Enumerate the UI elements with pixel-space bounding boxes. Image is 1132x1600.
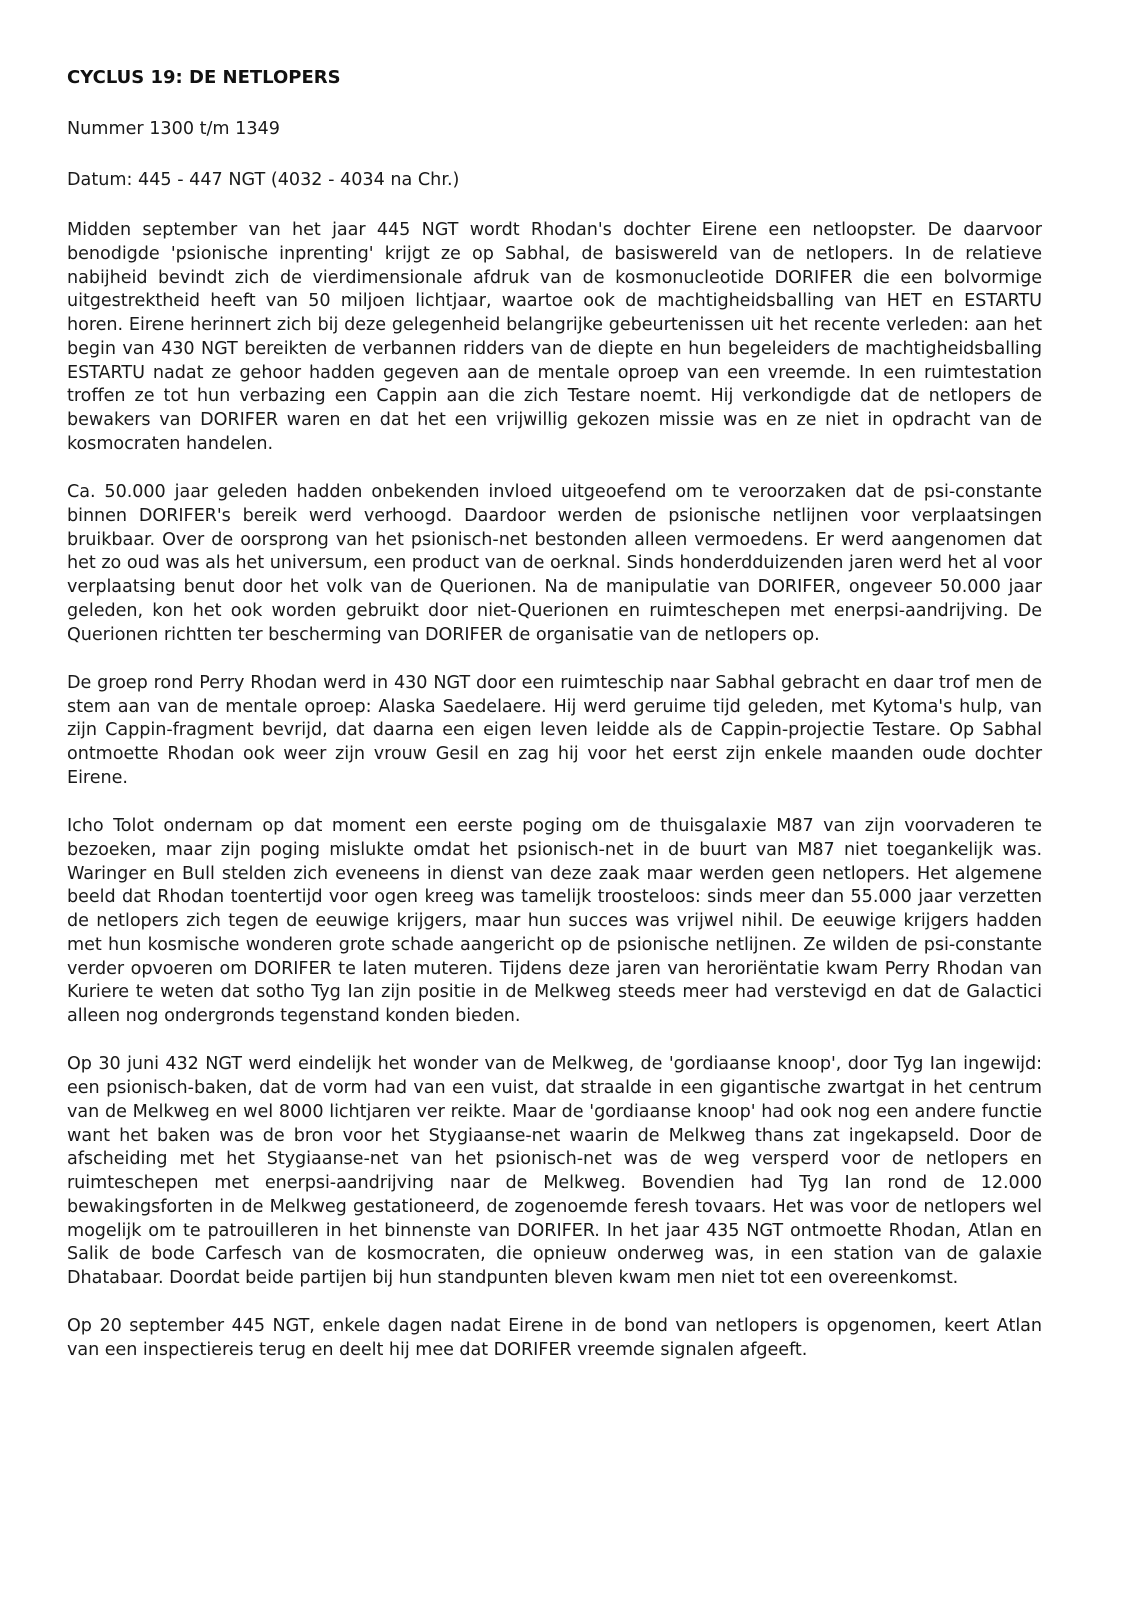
paragraph: Op 30 juni 432 NGT werd eindelijk het wonder van de Melkweg, de 'gordiaanse knoop', door Tyg Ian ingewijd: een psionisch-baken, dat de vorm had van een vuist, dat straalde in een gigantische zwartgat in het centrum van de Melkweg en wel 8000 lichtjaren ver reikte. Maar de 'gordiaanse knoop' had ook nog een andere functie want het baken was de bron voor het Stygiaanse-net waarin de Melkweg thans zat ingekapseld. Door de afscheiding met het Stygiaanse-net van het psionisch-net was de weg versperd voor de netlopers en ruimteschepen met enerpsi-aandrijving naar de Melkweg. Bovendien had Tyg Ian rond de 12.000 bewakingsforten in de Melkweg gestationeerd, de zogenoemde feresh tovaars. Het was voor de netlopers wel mogelijk om te patrouilleren in het binnenste van DORIFER. In het jaar 435 NGT ontmoette Rhodan, Atlan en Salik de bode Carfesch van de kosmocraten, die opnieuw onderweg was, in een station van de galaxie Dhatabaar. Doordat beide partijen bij hun standpunten bleven kwam men niet tot een overeenkomst. <box>67 1054 1042 1288</box>
date-range: Datum: 445 - 447 NGT (4032 - 4034 na Chr.) <box>67 170 460 190</box>
paragraph: Ca. 50.000 jaar geleden hadden onbekenden invloed uitgeoefend om te veroorzaken dat de psi-constante binnen DORIFER's bereik werd verhoogd. Daardoor werden de psionische netlijnen voor verplaatsingen bruikbaar. Over de oorsprong van het psionisch-net bestonden alleen vermoedens. Er werd aangenomen dat het zo oud was als het universum, een product van de oerknal. Sinds honderdduizenden jaren werd het al voor verplaatsing benut door het volk van de Querionen. Na de manipulatie van DORIFER, ongeveer 50.000 jaar geleden, kon het ook worden gebruikt door niet-Querionen en ruimteschepen met enerpsi-aandrijving. De Querionen richtten ter bescherming van DORIFER de organisatie van de netlopers op. <box>67 482 1042 645</box>
document-page <box>67 66 1042 1387</box>
document-title: CYCLUS 19: DE NETLOPERS <box>67 67 341 88</box>
paragraph: Op 20 september 445 NGT, enkele dagen nadat Eirene in de bond van netlopers is opgenomen, keert Atlan van een inspectiereis terug en deelt hij mee dat DORIFER vreemde signalen afgeeft. <box>67 1316 1042 1360</box>
paragraph: De groep rond Perry Rhodan werd in 430 NGT door een ruimteschip naar Sabhal gebracht en daar trof men de stem aan van de mentale oproep: Alaska Saedelaere. Hij werd geruime tijd geleden, met Kytoma's hulp, van zijn Cappin-fragment bevrijd, dat daarna een eigen leven leidde als de Cappin-projectie Testare. Op Sabhal ontmoette Rhodan ook weer zijn vrouw Gesil en zag hij voor het eerst zijn enkele maanden oude dochter Eirene. <box>67 672 1042 788</box>
paragraph: Icho Tolot ondernam op dat moment een eerste poging om de thuisgalaxie M87 van zijn voorvaderen te bezoeken, maar zijn poging mislukte omdat het psionisch-net in de buurt van M87 niet toegankelijk was. Waringer en Bull stelden zich eveneens in dienst van deze zaak maar werden geen netlopers. Het algemene beeld dat Rhodan toentertijd voor ogen kreeg was tamelijk troosteloos: sinds meer dan 55.000 jaar verzetten de netlopers zich tegen de eeuwige krijgers, maar hun succes was vrijwel nihil. De eeuwige krijgers hadden met hun kosmische wonderen grote schade aangericht op de psionische netlijnen. Ze wilden de psi-constante verder opvoeren om DORIFER te laten muteren. Tijdens deze jaren van heroriëntatie kwam Perry Rhodan van Kuriere te weten dat sotho Tyg Ian zijn positie in de Melkweg steeds meer had verstevigd en dat de Galactici alleen nog ondergronds tegenstand konden bieden. <box>67 816 1042 1026</box>
issue-number-range: Nummer 1300 t/m 1349 <box>67 119 280 139</box>
paragraph: Midden september van het jaar 445 NGT wordt Rhodan's dochter Eirene een netloopster. De daarvoor benodigde 'psionische inprenting' krijgt ze op Sabhal, de basiswereld van de netlopers. In de relatieve nabijheid bevindt zich de vierdimensionale afdruk van de kosmonucleotide DORIFER die een bolvormige uitgestrektheid heeft van 50 miljoen lichtjaar, waartoe ook de machtigheidsballing van HET en ESTARTU horen. Eirene herinnert zich bij deze gelegenheid belangrijke gebeurtenissen uit het recente verleden: aan het begin van 430 NGT bereikten de verbannen ridders van de diepte en hun begeleiders de machtigheidsballing ESTARTU nadat ze gehoor hadden gegeven aan de mentale oproep van een vreemde. In een ruimtestation troffen ze tot hun verbazing een Cappin aan die zich Testare noemt. Hij verkondigde dat de netlopers de bewakers van DORIFER waren en dat het een vrijwillig gekozen missie was en ze niet in opdracht van de kosmocraten handelen. <box>67 220 1042 454</box>
